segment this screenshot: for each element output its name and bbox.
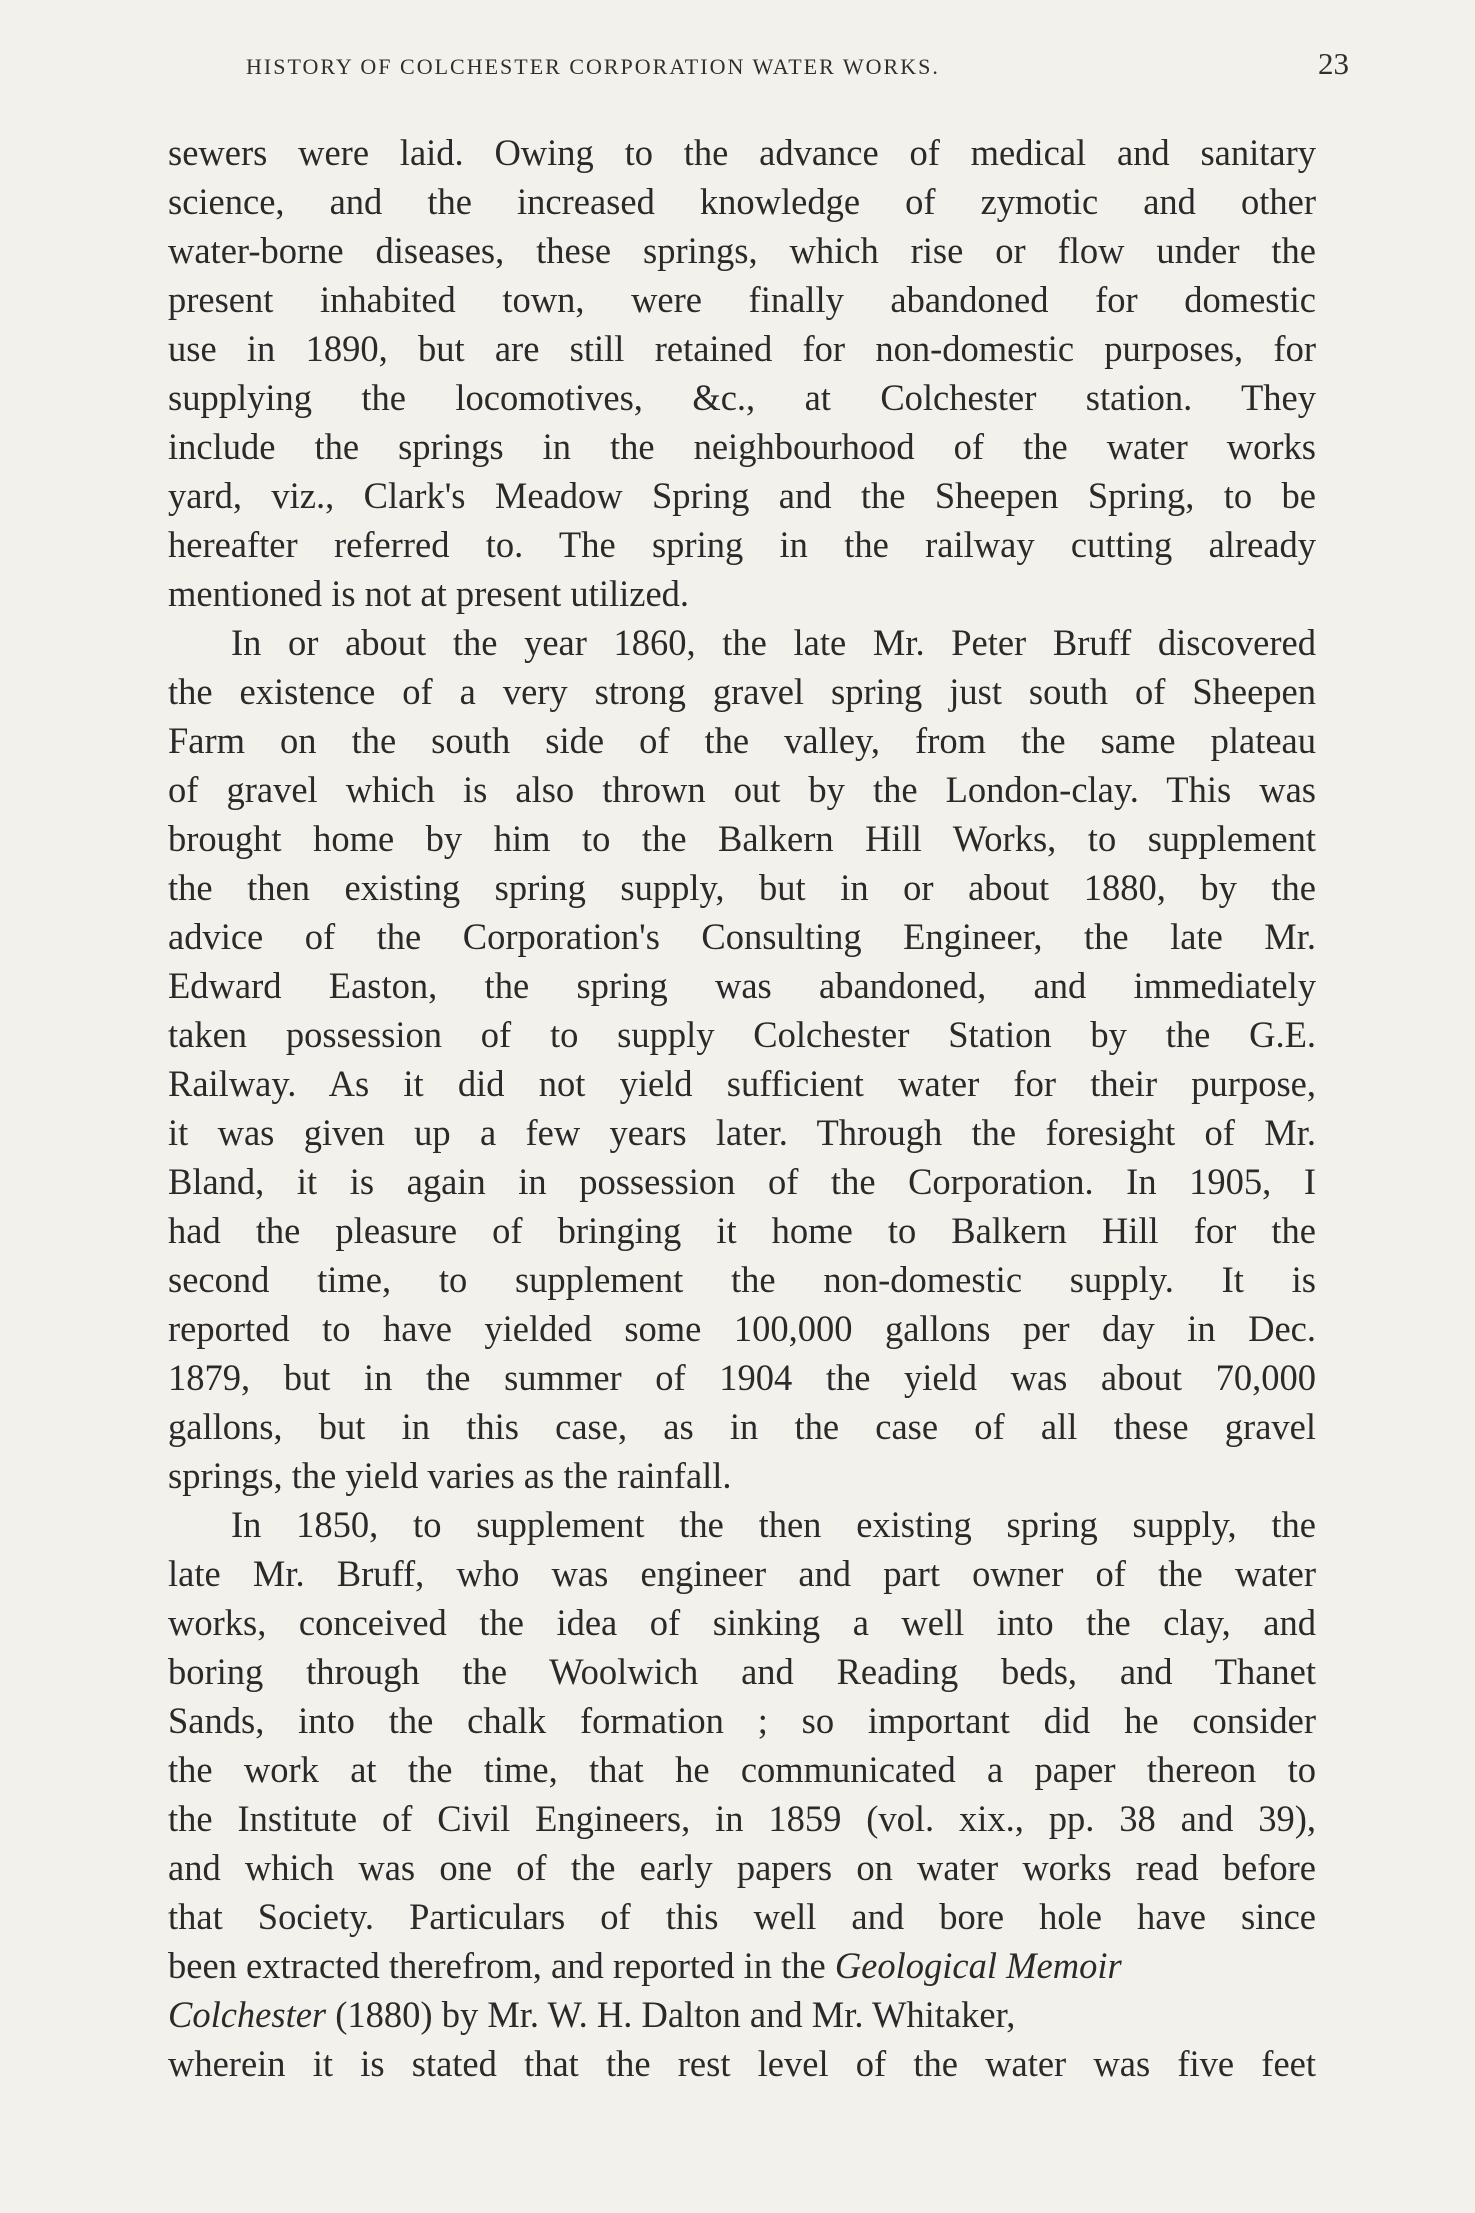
text-line: present inhabited town, were finally abandoned for domestic bbox=[168, 279, 1316, 320]
text-line: Sands, into the chalk formation ; so important did he consider bbox=[168, 1700, 1316, 1741]
text-line: works, conceived the idea of sinking a well into the clay, and bbox=[168, 1602, 1316, 1643]
text-line: science, and the increased knowledge of zymotic and other bbox=[168, 181, 1316, 222]
page-number: 23 bbox=[1318, 46, 1349, 81]
text-line: Bland, it is again in possession of the Corporation. In 1905, I bbox=[168, 1161, 1316, 1202]
body-text bbox=[168, 128, 1316, 2088]
text-line: the Institute of Civil Engineers, in 1859 (vol. xix., pp. 38 and 39), bbox=[168, 1798, 1316, 1839]
text-line: reported to have yielded some 100,000 gallons per day in Dec. bbox=[168, 1308, 1316, 1349]
text-line: brought home by him to the Balkern Hill Works, to supplement bbox=[168, 818, 1316, 859]
text-line: second time, to supplement the non-domestic supply. It is bbox=[168, 1259, 1316, 1300]
text-line: 1879, but in the summer of 1904 the yield was about 70,000 bbox=[168, 1357, 1316, 1398]
text-line: advice of the Corporation's Consulting Engineer, the late Mr. bbox=[168, 916, 1316, 957]
text-line bbox=[168, 1941, 1316, 1990]
text-line: boring through the Woolwich and Reading beds, and Thanet bbox=[168, 1651, 1316, 1692]
text-line: water-borne diseases, these springs, which rise or flow under the bbox=[168, 230, 1316, 271]
running-title: HISTORY OF COLCHESTER CORPORATION WATER WORKS. bbox=[246, 54, 940, 79]
text-line: Railway. As it did not yield sufficient water for their purpose, bbox=[168, 1063, 1316, 1104]
italic-title: Colchester bbox=[168, 1994, 327, 2035]
text-line: and which was one of the early papers on water works read before bbox=[168, 1847, 1316, 1888]
text-line: mentioned is not at present utilized. bbox=[168, 573, 690, 614]
paragraph-2 bbox=[168, 618, 1316, 1500]
text-line: had the pleasure of bringing it home to Balkern Hill for the bbox=[168, 1210, 1316, 1251]
text-line bbox=[168, 1990, 1316, 2039]
paragraph-1 bbox=[168, 128, 1316, 618]
text-segment: been extracted therefrom, and reported in the bbox=[168, 1945, 826, 1986]
text-line: In or about the year 1860, the late Mr. Peter Bruff discovered bbox=[231, 622, 1316, 663]
text-line: the work at the time, that he communicated a paper thereon to bbox=[168, 1749, 1316, 1790]
text-line: it was given up a few years later. Through the foresight of Mr. bbox=[168, 1112, 1316, 1153]
running-head bbox=[246, 46, 1349, 86]
italic-title: Geological Memoir bbox=[834, 1945, 1122, 1986]
text-line: taken possession of to supply Colchester Station by the G.E. bbox=[168, 1014, 1316, 1055]
text-line: yard, viz., Clark's Meadow Spring and the Sheepen Spring, to be bbox=[168, 475, 1316, 516]
text-line: springs, the yield varies as the rainfall. bbox=[168, 1455, 732, 1496]
text-line: hereafter referred to. The spring in the railway cutting already bbox=[168, 524, 1316, 565]
text-line: include the springs in the neighbourhood of the water works bbox=[168, 426, 1316, 467]
text-line: use in 1890, but are still retained for non-domestic purposes, for bbox=[168, 328, 1316, 369]
text-line: supplying the locomotives, &c., at Colchester station. They bbox=[168, 377, 1316, 418]
text-line: Farm on the south side of the valley, from the same plateau bbox=[168, 720, 1316, 761]
text-line: late Mr. Bruff, who was engineer and part owner of the water bbox=[168, 1553, 1316, 1594]
text-line: the existence of a very strong gravel spring just south of Sheepen bbox=[168, 671, 1316, 712]
text-line: In 1850, to supplement the then existing spring supply, the bbox=[231, 1504, 1316, 1545]
text-line: of gravel which is also thrown out by the London-clay. This was bbox=[168, 769, 1316, 810]
text-line: wherein it is stated that the rest level of the water was five feet bbox=[168, 2043, 1316, 2084]
text-line: that Society. Particulars of this well and bore hole have since bbox=[168, 1896, 1316, 1937]
text-line: Edward Easton, the spring was abandoned, and immediately bbox=[168, 965, 1316, 1006]
paragraph-3 bbox=[168, 1500, 1316, 2088]
text-line: sewers were laid. Owing to the advance of medical and sanitary bbox=[168, 132, 1316, 173]
text-line: gallons, but in this case, as in the case of all these gravel bbox=[168, 1406, 1316, 1447]
text-segment: (1880) by Mr. W. H. Dalton and Mr. Whitaker, bbox=[326, 1994, 1016, 2035]
text-line: the then existing spring supply, but in or about 1880, by the bbox=[168, 867, 1316, 908]
